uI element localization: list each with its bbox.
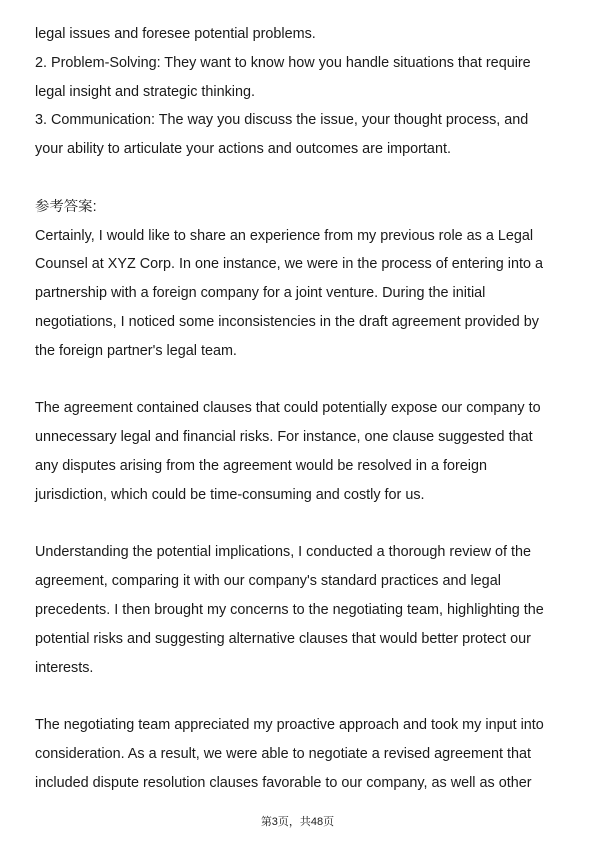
page-number: 第3页，共48页 (260, 816, 335, 828)
text-line: Certainly, I would like to share an experience from my previous role as a Legal (35, 227, 534, 244)
text-line: The agreement contained clauses that could potentially expose our company to (35, 400, 541, 417)
answer-paragraph-4 (35, 711, 565, 797)
answer-paragraph-3 (35, 538, 565, 682)
text-line: legal insight and strategic thinking. (35, 83, 255, 100)
text-line: negotiations, I noticed some inconsistencies in the draft agreement provided by (35, 313, 539, 330)
text-line: partnership with a foreign company for a joint venture. During the initial (35, 285, 486, 302)
text-line: Understanding the potential implications, I conducted a thorough review of the (35, 544, 531, 561)
text-line: 2. Problem-Solving: They want to know how you handle situations that require (35, 54, 531, 71)
paragraph-gap (35, 682, 565, 711)
paragraph-gap (35, 510, 565, 539)
text-line: 3. Communication: The way you discuss the issue, your thought process, and (35, 112, 529, 129)
answer-paragraph-1 (35, 222, 565, 366)
text-line: consideration. As a result, we were able to negotiate a revised agreement that (35, 745, 531, 762)
text-line: potential risks and suggesting alternative clauses that would better protect our (35, 630, 531, 647)
text-line: unnecessary legal and financial risks. For instance, one clause suggested that (35, 429, 533, 446)
answer-paragraph-2 (35, 394, 565, 509)
text-line: The negotiating team appreciated my proactive approach and took my input into (35, 717, 544, 734)
page-footer (0, 815, 595, 829)
text-line: precedents. I then brought my concerns to the negotiating team, highlighting the (35, 601, 544, 618)
text-line: Counsel at XYZ Corp. In one instance, we were in the process of entering into a (35, 256, 543, 273)
page-content (35, 20, 565, 798)
criteria-list (35, 20, 565, 164)
text-line: any disputes arising from the agreement would be resolved in a foreign (35, 457, 487, 474)
paragraph-gap (35, 366, 565, 395)
text-line: jurisdiction, which could be time-consuming and costly for us. (35, 486, 425, 503)
text-line: agreement, comparing it with our company's standard practices and legal (35, 573, 501, 590)
text-line: interests. (35, 659, 94, 676)
text-line: legal issues and foresee potential problems. (35, 26, 316, 42)
text-line: the foreign partner's legal team. (35, 342, 237, 359)
paragraph-gap (35, 164, 565, 193)
text-line: your ability to articulate your actions and outcomes are important. (35, 141, 451, 158)
answer-heading: 参考答案: (35, 198, 97, 215)
text-line: included dispute resolution clauses favorable to our company, as well as other (35, 774, 532, 791)
